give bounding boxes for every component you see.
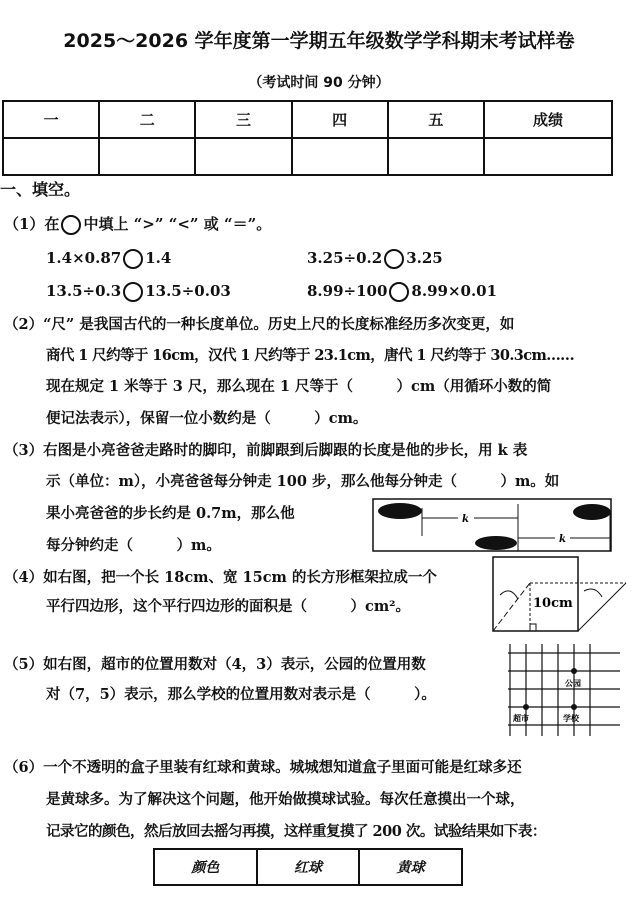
score-header: 五 bbox=[388, 101, 484, 138]
q3-line: 示（单位：m），小亮爸爸每分钟走 100 步，那么他每分钟走（ ）m。如 bbox=[46, 473, 560, 490]
q1-right: 3.25 bbox=[406, 249, 443, 267]
q5-line: （5）如右图，超市的位置用数对（4，3）表示，公园的位置用数 bbox=[4, 656, 426, 673]
q4-line: 平行四边形，这个平行四边形的面积是（ ）cm²。 bbox=[46, 598, 411, 615]
result-header: 红球 bbox=[257, 849, 360, 885]
score-cell bbox=[195, 138, 291, 175]
q1-stem-a: （1）在 bbox=[4, 215, 60, 233]
q2-line: 便记法表示），保留一位小数约是（ ）cm。 bbox=[46, 410, 368, 427]
q1-stem-b: 中填上 “>” “<” 或 “＝”。 bbox=[83, 215, 272, 233]
k-label: k bbox=[559, 534, 566, 545]
answer-circle[interactable] bbox=[123, 282, 143, 302]
q1-stem bbox=[4, 215, 271, 235]
q1-item bbox=[46, 249, 171, 269]
q2-line: （2）“尺” 是我国古代的一种长度单位。历史上尺的长度标准经历多次变更，如 bbox=[4, 316, 515, 333]
q1-right: 8.99×0.01 bbox=[411, 282, 498, 300]
q1-item bbox=[307, 282, 497, 302]
score-header: 成绩 bbox=[484, 101, 612, 138]
school-label: 学校 bbox=[563, 713, 579, 723]
coordinate-grid bbox=[508, 644, 620, 736]
score-header: 二 bbox=[99, 101, 195, 138]
score-header: 三 bbox=[195, 101, 291, 138]
answer-circle[interactable] bbox=[389, 282, 409, 302]
q1-left: 13.5÷0.3 bbox=[46, 282, 122, 300]
q5-line: 对（7，5）表示，那么学校的位置用数对表示是（ ）。 bbox=[46, 686, 436, 703]
q1-right: 1.4 bbox=[145, 249, 172, 267]
result-table bbox=[153, 848, 463, 886]
answer-circle[interactable] bbox=[384, 249, 404, 269]
answer-circle[interactable] bbox=[123, 249, 143, 269]
circle-icon bbox=[61, 215, 81, 235]
market-label: 超市 bbox=[513, 713, 529, 723]
q2-line: 现在规定 1 米等于 3 尺，那么现在 1 尺等于（ ）cm（用循环小数的简 bbox=[46, 378, 552, 395]
park-label: 公园 bbox=[565, 678, 581, 688]
q1-left: 3.25÷0.2 bbox=[307, 249, 383, 267]
q1-left: 8.99÷100 bbox=[307, 282, 388, 300]
score-header: 一 bbox=[3, 101, 99, 138]
q1-item bbox=[307, 249, 443, 269]
k-label: k bbox=[462, 514, 469, 525]
q3-line: 每分钟约走（ ）m。 bbox=[46, 537, 221, 554]
score-table bbox=[2, 100, 613, 176]
section-heading: 一、填空。 bbox=[0, 180, 81, 199]
exam-duration: （考试时间 90 分钟） bbox=[248, 75, 390, 91]
page-title: 2025～2026 学年度第一学期五年级数学学科期末考试样卷 bbox=[63, 30, 575, 52]
q6-line: （6）一个不透明的盒子里装有红球和黄球。城城想知道盒子里面可能是红球多还 bbox=[4, 759, 522, 776]
q1-left: 1.4×0.87 bbox=[46, 249, 122, 267]
score-cell bbox=[484, 138, 612, 175]
q6-line: 记录它的颜色，然后放回去摇匀再摸，这样重复摸了 200 次。试验结果如下表： bbox=[46, 823, 546, 840]
score-cell bbox=[99, 138, 195, 175]
q4-line: （4）如右图，把一个长 18cm、宽 15cm 的长方形框架拉成一个 bbox=[4, 569, 437, 586]
score-cell bbox=[292, 138, 388, 175]
q3-line: 果小亮爸爸的步长约是 0.7m，那么他 bbox=[46, 505, 295, 522]
footprint-figure bbox=[370, 496, 614, 554]
score-cell bbox=[388, 138, 484, 175]
parallelogram-figure bbox=[490, 555, 638, 635]
result-header: 颜色 bbox=[154, 849, 257, 885]
q6-line: 是黄球多。为了解决这个问题，他开始做摸球试验。每次任意摸出一个球， bbox=[46, 791, 525, 808]
q1-item bbox=[46, 282, 231, 302]
q2-line: 商代 1 尺约等于 16cm，汉代 1 尺约等于 23.1cm，唐代 1 尺约等于 30.3cm…… bbox=[46, 347, 575, 364]
height-label: 10cm bbox=[533, 596, 573, 611]
score-cell bbox=[3, 138, 99, 175]
score-header: 四 bbox=[292, 101, 388, 138]
q1-right: 13.5÷0.03 bbox=[145, 282, 231, 300]
q3-line: （3）右图是小亮爸爸走路时的脚印，前脚跟到后脚跟的长度是他的步长，用 k 表 bbox=[4, 442, 528, 459]
result-header: 黄球 bbox=[359, 849, 462, 885]
